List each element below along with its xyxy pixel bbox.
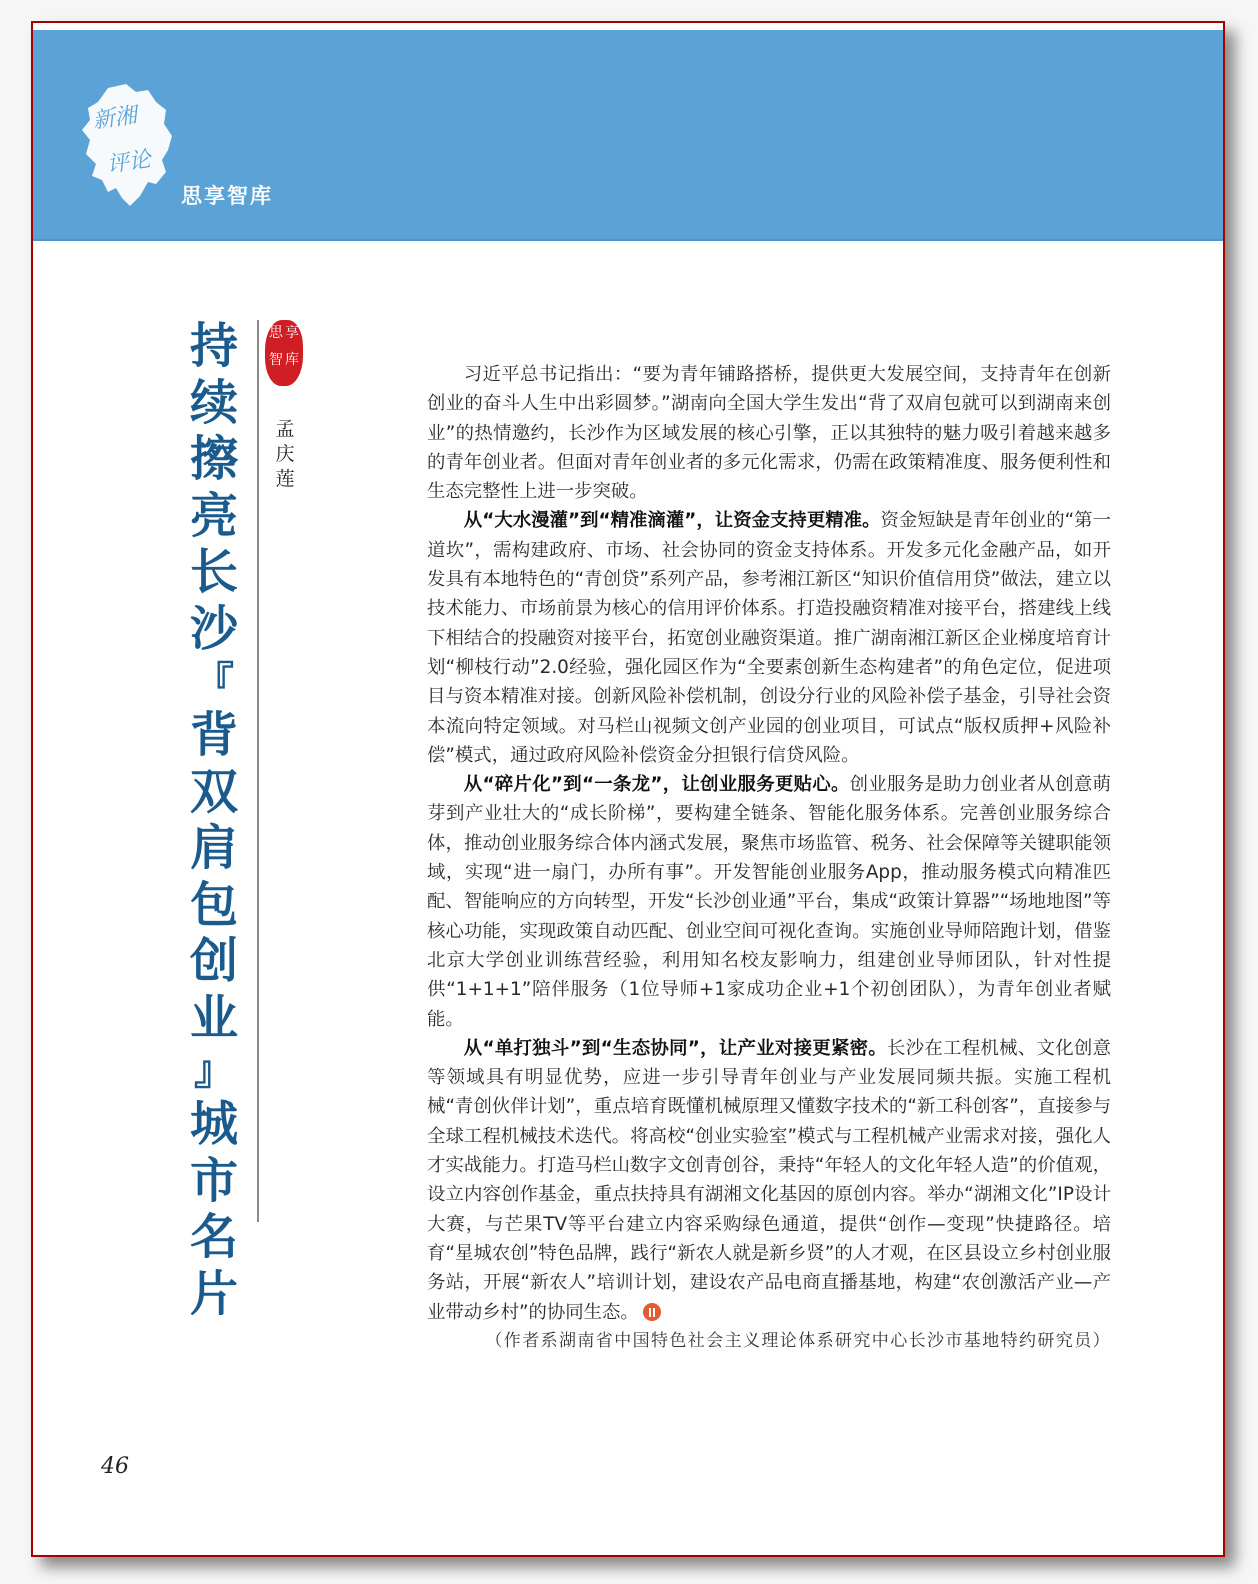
title-char: 市 <box>189 1152 238 1209</box>
seal-stamp-icon <box>265 320 303 386</box>
author-char: 庆 <box>275 443 295 465</box>
svg-text:新湘: 新湘 <box>91 103 139 134</box>
title-char: 城 <box>189 1096 238 1152</box>
title-char: 创 <box>189 933 238 989</box>
title-char: 长 <box>189 544 238 600</box>
title-char: 持 <box>189 318 238 374</box>
end-mark-icon <box>643 1303 661 1321</box>
article-title <box>183 318 245 1322</box>
title-char: 续 <box>189 374 238 431</box>
paragraph-intro <box>427 360 1111 506</box>
seal-char: 库 <box>285 352 299 368</box>
title-char: 包 <box>189 876 238 933</box>
title-open-bracket: 『 <box>194 659 234 705</box>
paragraph-text: 资金短缺是青年创业的“第一道坎”，需构建政府、市场、社会协同的资金支持体系。开发多元化金融产品，如开发具有本地特色的“青创贷”系列产品，参考湘江新区“知识价值信用贷”做法，建立以技术能力、市场前景为核心的信用评价体系。打造投融资精准对接平台，搭建线上线下相结合的投融资对接平台，拓宽创业融资渠道。推广湖南湘江新区企业梯度培育计划“柳枝行动”2.0经验，强化园区作为“全要素创新生态构建者”的角色定位，促进项目与资本精准对接。创新风险补偿机制，创设分行业的风险补偿子基金，引导社会资本流向特定领域。对马栏山视频文创产业园的创业项目，可试点“版权质押+风险补偿”模式，通过政府风险补偿资金分担银行信贷风险。 <box>427 510 1111 766</box>
title-char: 名 <box>189 1209 238 1265</box>
paragraph-lead: 从“大水漫灌”到“精准滴灌”，让资金支持更精准。 <box>463 510 881 532</box>
title-char: 沙 <box>189 600 238 657</box>
seal-char: 享 <box>285 325 299 341</box>
svg-text:评论: 评论 <box>105 147 153 178</box>
paragraph-text: 习近平总书记指出：“要为青年铺路搭桥，提供更大发展空间，支持青年在创新创业的奋斗人生中出彩圆梦。”湖南向全国大学生发出“背了双肩包就可以到湖南来创业”的热情邀约，长沙作为区域发展的核心引擎，正以其独特的魅力吸引着越来越多的青年创业者。但面对青年创业者的多元化需求，仍需在政策精准度、服务便利性和生态完整性上进一步突破。 <box>427 364 1111 503</box>
seal-char: 智 <box>269 352 283 368</box>
page-number: 46 <box>101 1454 129 1479</box>
paragraph-lead: 从“单打独斗”到“生态协同”，让产业对接更紧密。 <box>463 1037 888 1059</box>
header-band <box>33 30 1223 241</box>
paragraph-industry <box>427 1034 1111 1327</box>
title-divider <box>257 320 259 1222</box>
paragraph-funding <box>427 506 1111 770</box>
author-bio: （作者系湖南省中国特色社会主义理论体系研究中心长沙市基地特约研究员） <box>485 1330 1111 1351</box>
title-char: 双 <box>189 763 238 820</box>
paragraph-text: 长沙在工程机械、文化创意等领域具有明显优势，应进一步引导青年创业与产业发展同频共振。实施工程机械“青创伙伴计划”，重点培育既懂机械原理又懂数字技术的“新工科创客”，直接参与全球工程机械技术迭代。将高校“创业实验室”模式与工程机械产业需求对接，强化人才实战能力。打造马栏山数字文创青创谷，秉持“年轻人的文化年轻人造”的价值观，设立内容创作基金，重点扶持具有湖湘文化基因的原创内容。举办“湖湘文化”IP设计大赛，与芒果TV等平台建立内容采购绿色通道，提供“创作—变现”快捷路径。培育“星城农创”特色品牌，践行“新农人就是新乡贤”的人才观，在区县设立乡村创业服务站，开展“新农人”培训计划，建设农产品电商直播基地，构建“农创激活产业—产业带动乡村”的协同生态。 <box>427 1037 1111 1323</box>
author-char: 孟 <box>275 418 295 440</box>
title-char: 背 <box>189 707 238 763</box>
hunan-map-logo-icon <box>78 80 178 210</box>
title-char: 擦 <box>189 431 238 487</box>
paragraph-text: 创业服务是助力创业者从创意萌芽到产业壮大的“成长阶梯”，要构建全链条、智能化服务体系。完善创业服务综合体，推动创业服务综合体内涵式发展，聚焦市场监管、税务、社会保障等关键职能领域，实现“进一扇门，办所有事”。开发智能创业服务App，推动服务模式向精准匹配、智能响应的方向转型，开发“长沙创业通”平台，集成“政策计算器”“场地地图”等核心功能，实现政策自动匹配、创业空间可视化查询。实施创业导师陪跑计划，借鉴北京大学创业训练营经验，利用知名校友影响力，组建创业导师团队，针对性提供“1+1+1”陪伴服务（1位导师+1家成功企业+1个初创团队），为青年创业者赋能。 <box>427 774 1111 1030</box>
title-char: 业 <box>189 989 238 1046</box>
title-char: 亮 <box>189 487 238 544</box>
author-name <box>273 417 297 492</box>
paragraph-services <box>427 770 1111 1034</box>
title-close-bracket: 』 <box>194 1048 234 1094</box>
magazine-page <box>31 21 1225 1557</box>
title-char: 肩 <box>189 820 238 876</box>
title-char: 片 <box>189 1265 238 1322</box>
paragraph-lead: 从“碎片化”到“一条龙”，让创业服务更贴心。 <box>463 774 850 796</box>
author-char: 莲 <box>275 468 295 490</box>
article-body <box>427 360 1111 1356</box>
column-title: 思享智库 <box>181 184 273 208</box>
seal-char: 思 <box>269 325 283 341</box>
